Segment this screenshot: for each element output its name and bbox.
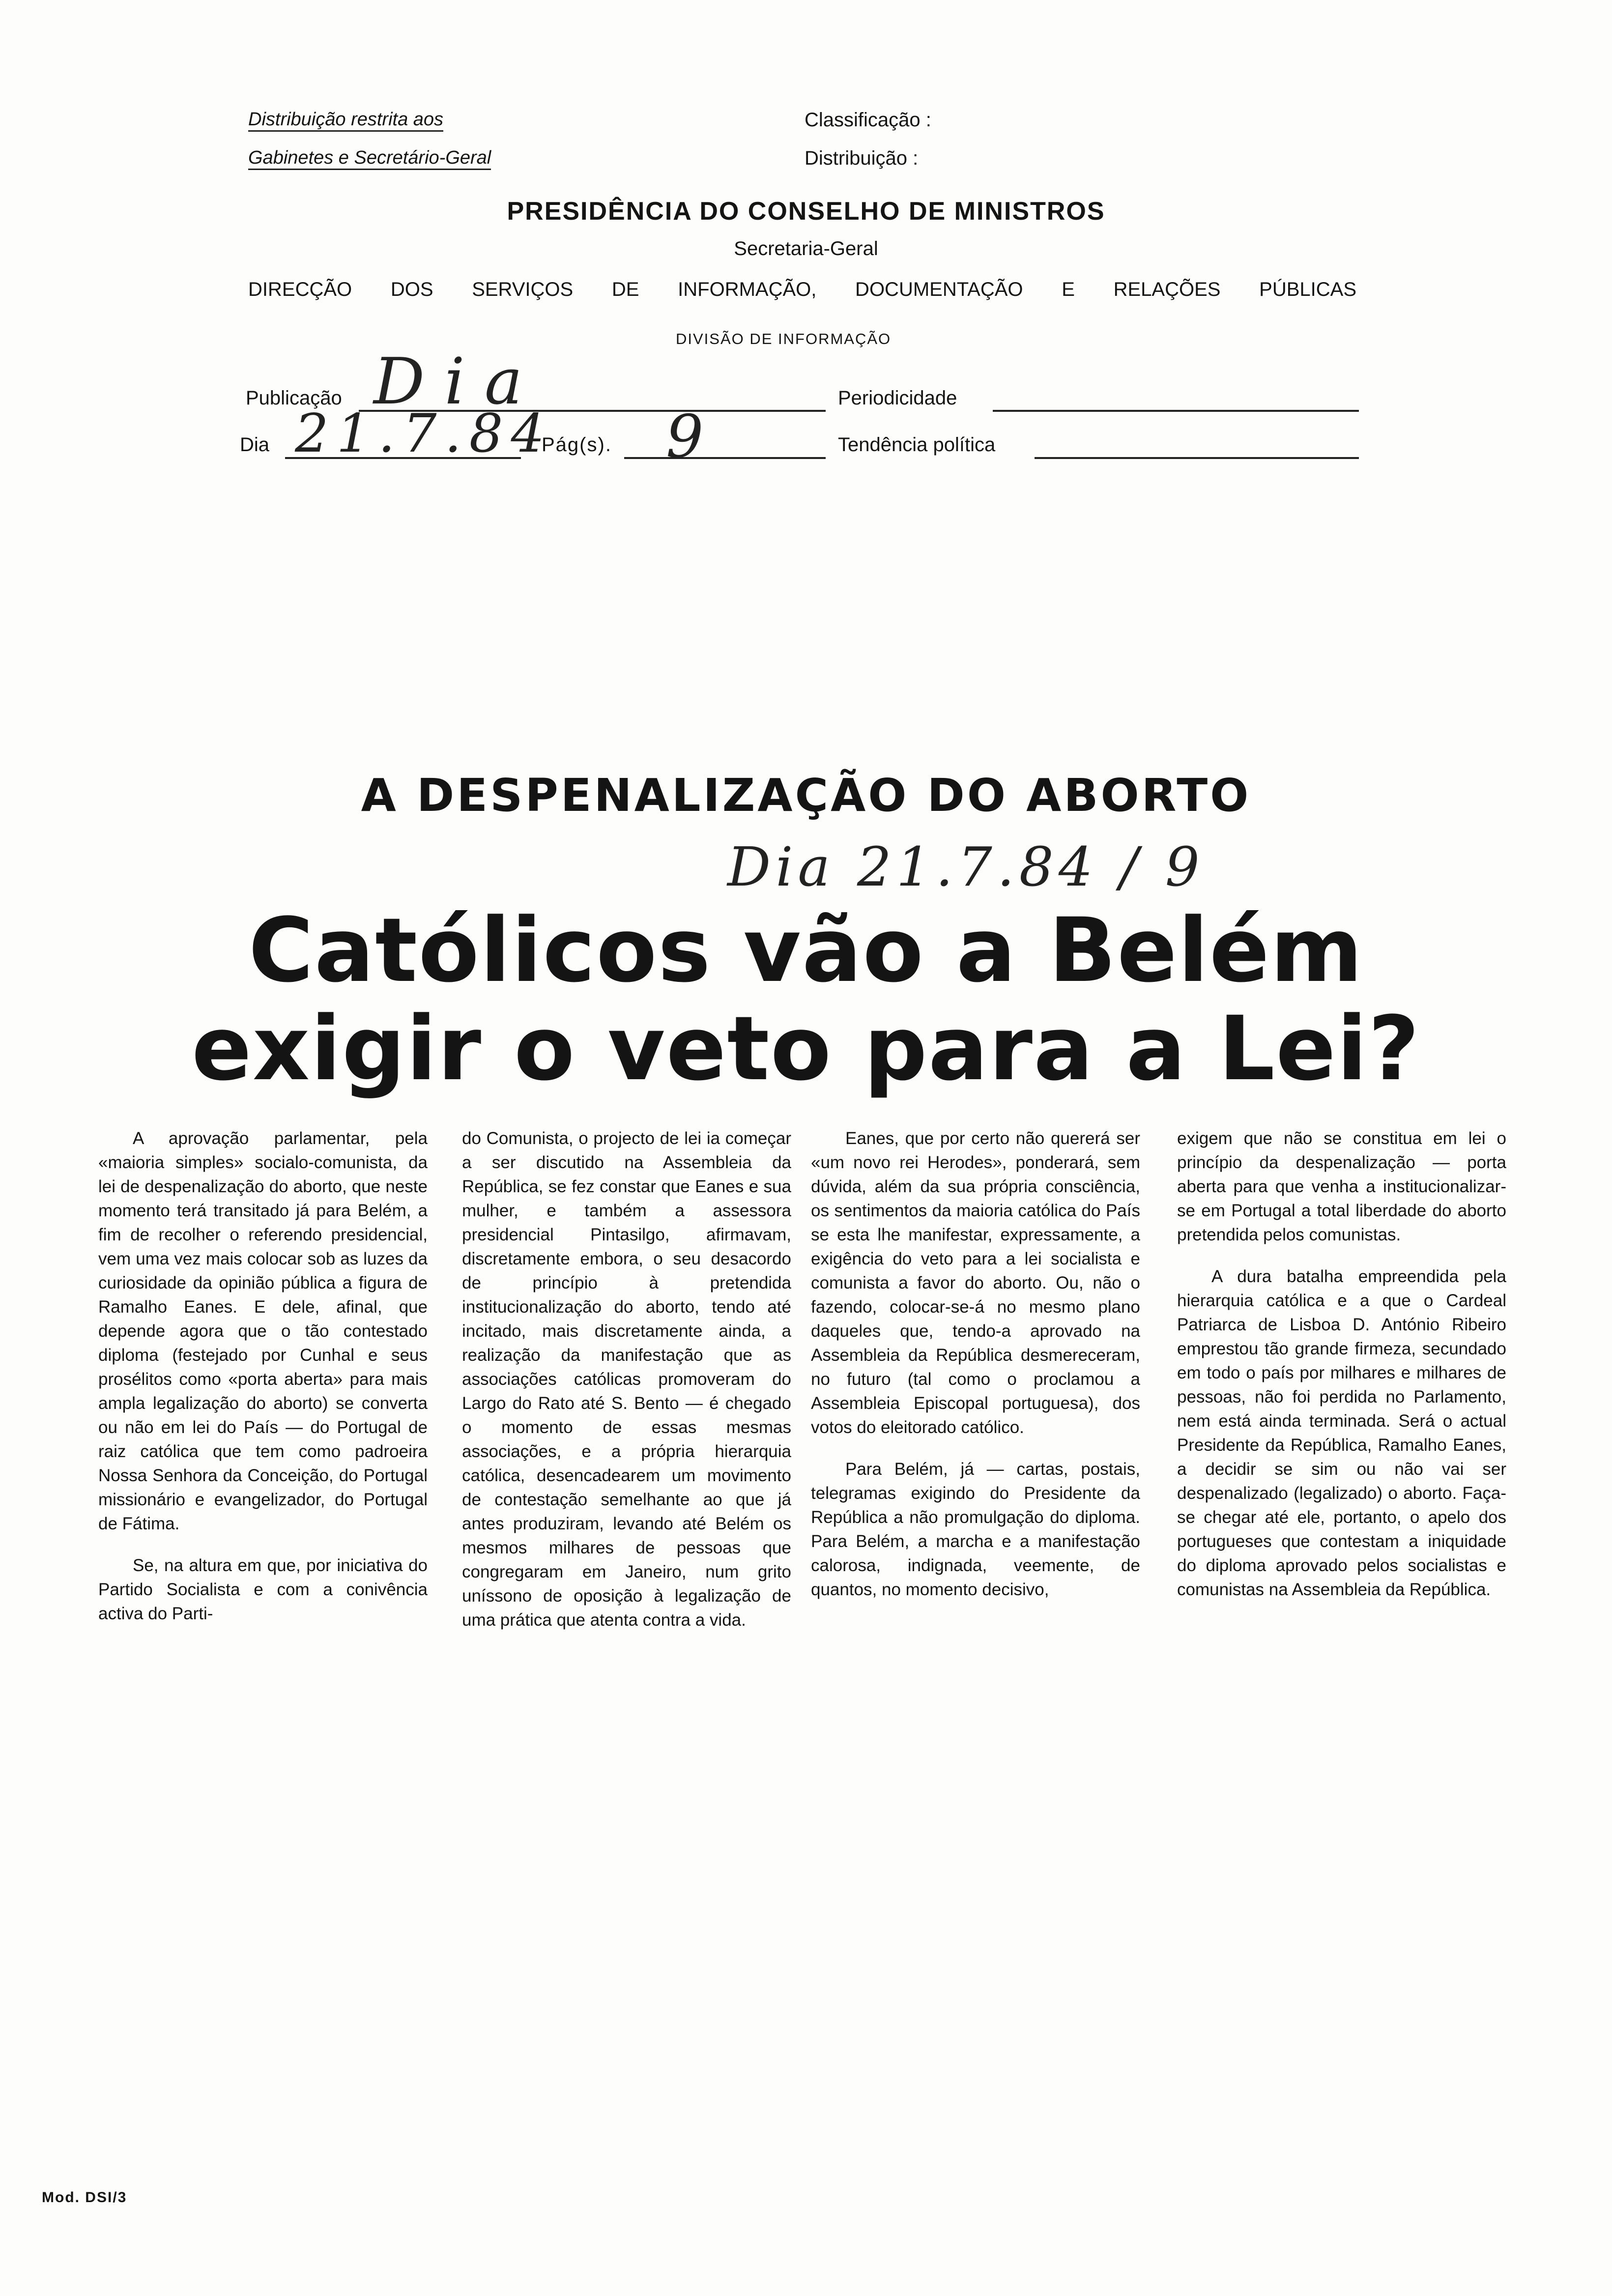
headline-line-1: Católicos vão a Belém	[248, 899, 1364, 1002]
dia-handwritten: 21.7.84	[295, 403, 553, 464]
directorate: DIRECÇÃO DOS SERVIÇOS DE INFORMAÇÃO, DOCUMENTAÇÃO E RELAÇÕES PÚBLICAS	[248, 279, 1356, 300]
col3-paragraph-1: Eanes, que por certo não quererá ser «um novo rei Herodes», ponderará, sem dúvida, além da sua própria consciência, os sentimentos da maioria católica do País se esta lhe manifestar, expressamente, a exigência do veto para a lei socialista e comunista a favor do aborto. Ou, não o fazendo, colocar-se-á no mesmo plano daqueles que, tendo-a aprovado na Assembleia da República desmereceram, no futuro (tal como o proclamou a Assembleia Episcopal portuguesa), dos votos do eleitorado católico.	[811, 1129, 1140, 1437]
col4-paragraph-2: A dura batalha empreendida pela hierarquia católica e a que o Cardeal Patriarca de Lisboa D. António Ribeiro emprestou tão grande firmeza, secundado em todo o país por milhares e milhares de pessoas, não foi perdida no Parlamento, nem está ainda terminada. Será o actual Presidente da República, Ramalho Eanes, a decidir se sim ou não vai ser despenalizado (legalizado) o aborto. Faça-se chegar até ele, portanto, o apelo dos portugueses que contestam a iniquidade do diploma aprovado pelos socialistas e comunistas na Assembleia da República.	[1177, 1267, 1506, 1599]
tendencia-label: Tendência política	[838, 434, 996, 456]
publicacao-label: Publicação	[246, 387, 342, 409]
tendencia-field-line	[1035, 457, 1359, 459]
col2-paragraph-1: do Comunista, o projecto de lei ia começar a ser discutido na Assembleia da República, se fez constar que Eanes e sua mulher, e também a assessora presidencial Pintasilgo, afirmavam, discretamente embora, o seu desacordo de princípio à pretendida institucionalização do aborto, tendo até incitado, mais discretamente ainda, a realização da manifestação que as associações católicas promoveram do Largo do Rato até S. Bento — é chegado o momento de essas mesmas associações, e a própria hierarquia católica, desencadearem um movimento de contestação semelhante ao que já antes produziram, levando até Belém os mesmos milhares de pessoas que congregaram em Janeiro, num grito uníssono de oposição à legalização de uma prática que atenta contra a vida.	[462, 1129, 791, 1630]
handwritten-note: Dia 21.7.84 / 9	[727, 835, 1205, 898]
col1-paragraph-1: A aprovação parlamentar, pela «maioria simples» socialo-comunista, da lei de despenalização do aborto, que neste momento terá transitado já para Belém, a fim de recolher o referendo presidencial, vem uma vez mais colocar sob as luzes da curiosidade da opinião pública a figura de Ramalho Eanes. E dele, afinal, que depende agora que o tão contestado diploma (festejado por Cunhal e seus prosélitos como «porta aberta» para mais ampla legalização do aborto) se converta ou não em lei do País — do Portugal de raiz católica que tem como padroeira Nossa Senhora da Conceição, do Portugal missionário e evangelizador, do Portugal de Fátima.	[98, 1129, 428, 1533]
headline-line-2: exigir o veto para a Lei?	[191, 998, 1421, 1100]
col3-paragraph-2: Para Belém, já — cartas, postais, telegramas exigindo do Presidente da República a não promulgação do diploma. Para Belém, a marcha e a manifestação calorosa, indignada, veemente, de quantos, no momento decisivo,	[811, 1460, 1140, 1599]
article-column-2	[462, 1126, 791, 1632]
periodicidade-label: Periodicidade	[838, 387, 957, 409]
article-kicker: A DESPENALIZAÇÃO DO ABORTO	[361, 769, 1251, 822]
dia-label: Dia	[240, 434, 270, 456]
col1-paragraph-2: Se, na altura em que, por iniciativa do Partido Socialista e com a conivência activa do Parti-	[98, 1556, 428, 1623]
pags-handwritten: 9	[666, 403, 704, 471]
pags-field-line	[624, 457, 826, 459]
article-column-4	[1177, 1126, 1506, 1602]
distribution-line-1: Distribuição restrita aos	[248, 109, 443, 132]
periodicidade-field-line	[993, 410, 1359, 412]
article-column-3	[811, 1126, 1140, 1602]
article-column-1	[98, 1126, 428, 1626]
publicacao-handwritten: Dia	[374, 344, 543, 419]
classificacao-label: Classificação :	[805, 109, 931, 131]
col4-paragraph-1: exigem que não se constitua em lei o princípio da despenalização — porta aberta para que venha a institucionalizar-se em Portugal a total liberdade do aborto pretendida pelos comunistas.	[1177, 1129, 1506, 1244]
form-model-code: Mod. DSI/3	[42, 2189, 127, 2206]
distribution-line-2: Gabinetes e Secretário-Geral	[248, 147, 491, 170]
distribuicao-label: Distribuição :	[805, 147, 919, 169]
division: DIVISÃO DE INFORMAÇÃO	[676, 330, 892, 347]
ministry-title: PRESIDÊNCIA DO CONSELHO DE MINISTROS	[507, 197, 1105, 226]
pags-label: Pág(s).	[542, 434, 612, 456]
secretariat: Secretaria-Geral	[734, 238, 878, 259]
